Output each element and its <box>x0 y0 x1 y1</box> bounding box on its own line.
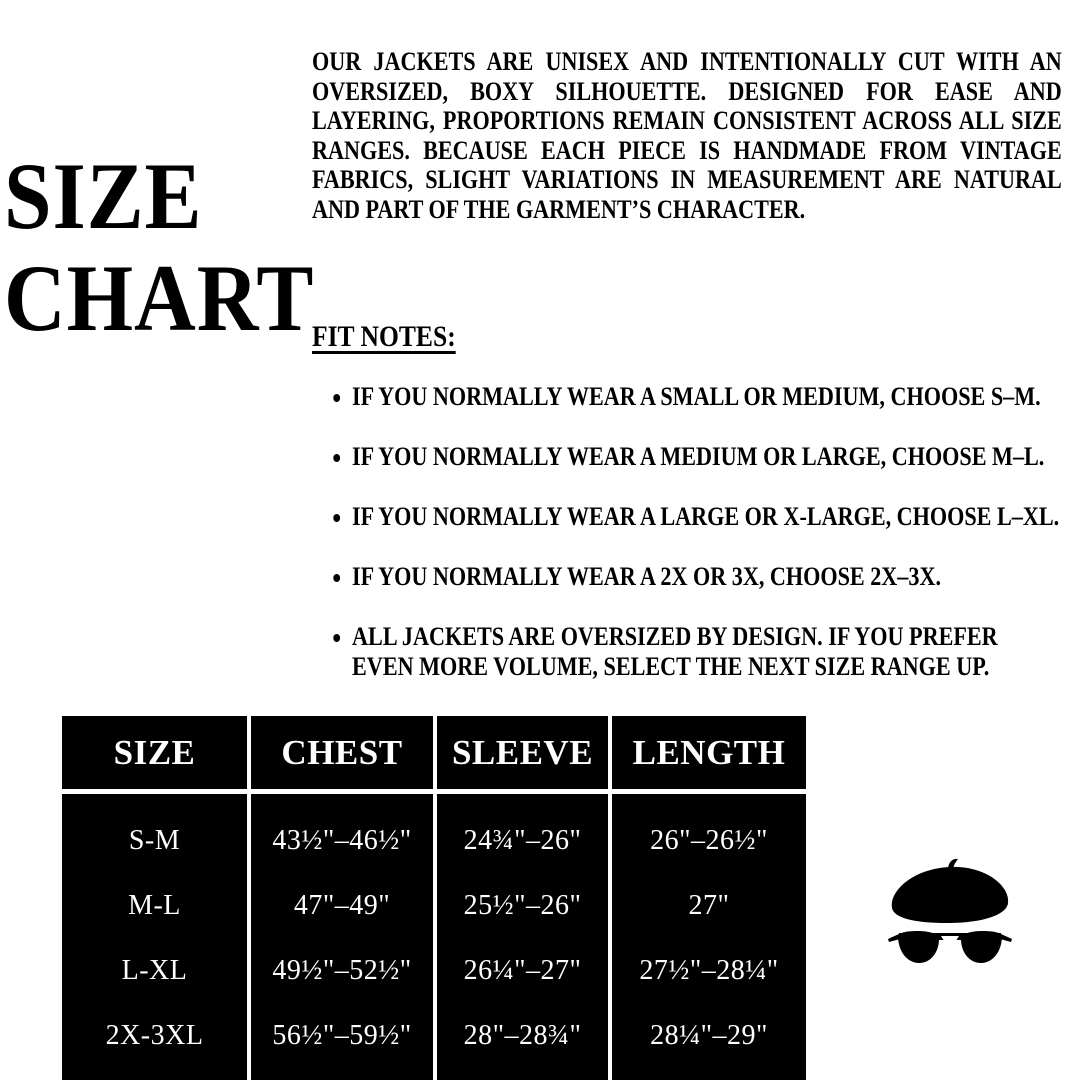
right-column <box>312 47 1062 712</box>
table-cell: 26"–26½" <box>650 824 768 856</box>
table-cell: 28¼"–29" <box>650 1019 768 1051</box>
header-cell-chest: CHEST <box>251 716 433 789</box>
table-cell: M-L <box>128 889 181 921</box>
table-cell: 43½"–46½" <box>272 824 412 856</box>
table-cell: L-XL <box>121 954 188 986</box>
size-table-body <box>62 794 806 1080</box>
table-cell: 27" <box>688 889 730 921</box>
page-title-line-1: SIZE <box>4 143 203 249</box>
fit-note-item: • ALL JACKETS ARE OVERSIZED BY DESIGN. IF YOU PREFER EVEN MORE VOLUME, SELECT THE NEXT SIZE RANGE UP. <box>352 622 1062 681</box>
table-cell: 28"–28¾" <box>463 1019 582 1051</box>
fit-note-item: • IF YOU NORMALLY WEAR A 2X OR 3X, CHOOSE 2X–3X. <box>352 562 1062 592</box>
header-cell-length: LENGTH <box>612 716 806 789</box>
table-column-chest <box>251 794 433 1080</box>
table-cell: 24¾"–26" <box>463 824 582 856</box>
size-table-header <box>62 716 806 789</box>
fit-notes-heading: FIT NOTES: <box>312 320 456 353</box>
sunglasses-left-lens-icon <box>898 931 939 963</box>
table-cell: 25½"–26" <box>463 889 582 921</box>
intro-paragraph: OUR JACKETS ARE UNISEX AND INTENTIONALLY CUT WITH AN OVERSIZED, BOXY SILHOUETTE. DESIGNED FOR EASE AND LAYERING, PROPORTIONS REMAIN CONSISTENT ACROSS ALL SIZE RANGES. BECAUSE EACH PIECE IS HANDMADE FROM VINTAGE FABRICS, SLIGHT VARIATIONS IN MEASUREMENT ARE NATURAL AND PART OF THE GARMENT’S CHARACTER. <box>312 47 1062 224</box>
beret-and-sunglasses-icon <box>886 856 1014 976</box>
table-cell: 26¼"–27" <box>463 954 582 986</box>
fit-note-item: • IF YOU NORMALLY WEAR A MEDIUM OR LARGE, CHOOSE M–L. <box>352 442 1062 472</box>
beret-icon <box>892 867 1008 923</box>
fit-note-item: • IF YOU NORMALLY WEAR A SMALL OR MEDIUM, CHOOSE S–M. <box>352 382 1062 412</box>
page-title-line-2: CHART <box>4 245 315 351</box>
sunglasses-left-temple-icon <box>888 934 900 942</box>
table-cell: S-M <box>128 824 181 856</box>
size-table <box>62 716 806 1080</box>
header-cell-size: SIZE <box>62 716 247 789</box>
fit-notes-list <box>312 382 1062 681</box>
header-cell-sleeve: SLEEVE <box>437 716 608 789</box>
table-cell: 49½"–52½" <box>272 954 412 986</box>
table-cell: 56½"–59½" <box>272 1019 412 1051</box>
table-cell: 2X-3XL <box>105 1019 204 1051</box>
brand-logo <box>886 856 1014 976</box>
fit-note-item: • IF YOU NORMALLY WEAR A LARGE OR X-LARGE, CHOOSE L–XL. <box>352 502 1062 532</box>
sunglasses-nose-notch <box>941 936 959 944</box>
table-cell: 27½"–28¼" <box>639 954 779 986</box>
sunglasses-right-temple-icon <box>1000 934 1012 942</box>
table-column-sleeve <box>437 794 608 1080</box>
sunglasses-right-lens-icon <box>961 931 1002 963</box>
page-title <box>4 145 314 349</box>
table-column-size <box>62 794 247 1080</box>
table-column-length <box>612 794 806 1080</box>
table-cell: 47"–49" <box>293 889 391 921</box>
